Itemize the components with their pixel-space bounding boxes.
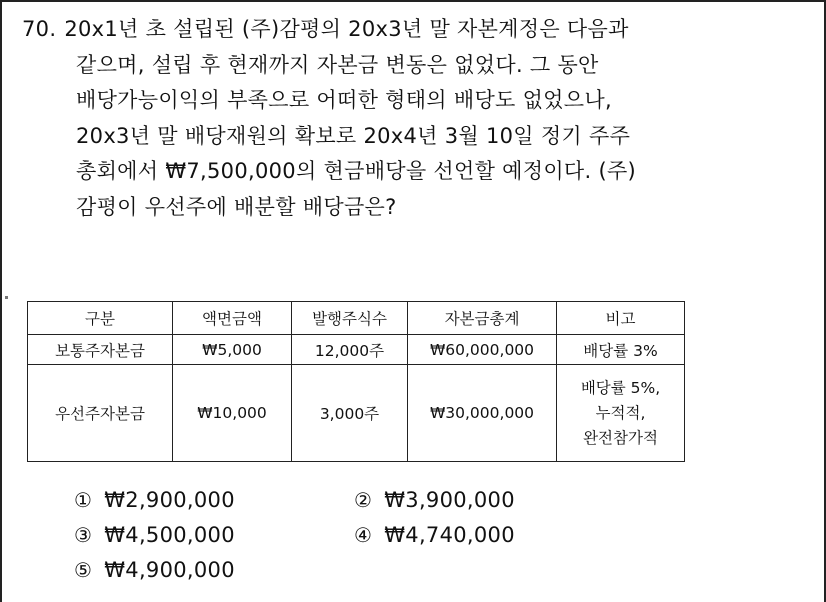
choice-2[interactable] xyxy=(354,483,515,518)
question-line: 감평이 우선주에 배분할 배당금은? xyxy=(76,194,397,219)
table-cell: 배당률 3% xyxy=(557,335,685,365)
table-cell: 우선주자본금 xyxy=(28,365,173,462)
choice-text: ₩3,900,000 xyxy=(384,488,515,512)
question-number: 70. xyxy=(22,17,57,41)
table-header-row xyxy=(28,302,685,335)
table-cell: ₩60,000,000 xyxy=(408,335,557,365)
table-header-cell: 발행주식수 xyxy=(292,302,408,335)
choice-mark: ④ xyxy=(354,523,373,547)
note-lines: 배당률 5%, 누적적, 완전참가적 xyxy=(580,378,661,447)
table-cell: 보통주자본금 xyxy=(28,335,173,365)
table-cell: 12,000주 xyxy=(292,335,408,365)
question-line: 총회에서 ₩7,500,000의 현금배당을 선언할 예정이다. (주) xyxy=(76,159,637,183)
question-line: 70. 20x1년 초 설립된 (주)감평의 20x3년 말 자본계정은 다음과 xyxy=(22,17,629,41)
table-header-cell: 비고 xyxy=(557,302,685,335)
table-header-cell: 구분 xyxy=(28,302,173,335)
choice-text: ₩4,740,000 xyxy=(384,523,515,547)
choice-text: ₩4,900,000 xyxy=(104,558,235,582)
choice-text: ₩2,900,000 xyxy=(104,488,235,512)
choice-3[interactable] xyxy=(74,518,235,553)
capital-table xyxy=(27,301,685,462)
table-cell: ₩30,000,000 xyxy=(408,365,557,462)
question-line: 배당가능이익의 부족으로 어떠한 형태의 배당도 없었으나, xyxy=(76,88,612,112)
choice-1[interactable] xyxy=(74,483,235,518)
question-text xyxy=(22,12,802,225)
table-cell: ₩5,000 xyxy=(173,335,292,365)
table-header-cell: 자본금총계 xyxy=(408,302,557,335)
choice-mark: ③ xyxy=(74,523,93,547)
stray-dot xyxy=(5,296,8,299)
table-row xyxy=(28,365,685,462)
question-line: 20x3년 말 배당재원의 확보로 20x4년 3월 10일 정기 주주 xyxy=(76,123,631,148)
choice-mark: ② xyxy=(354,488,373,512)
table-cell xyxy=(557,365,685,462)
choice-4[interactable] xyxy=(354,518,515,553)
table-row xyxy=(28,335,685,365)
choice-mark: ⑤ xyxy=(74,558,93,582)
table-header-cell: 액면금액 xyxy=(173,302,292,335)
choice-5[interactable] xyxy=(74,553,235,588)
table-cell: 3,000주 xyxy=(292,365,408,462)
table-cell: ₩10,000 xyxy=(173,365,292,462)
choice-mark: ① xyxy=(74,488,93,512)
question-line: 같으며, 설립 후 현재까지 자본금 변동은 없었다. 그 동안 xyxy=(76,52,599,77)
choice-text: ₩4,500,000 xyxy=(104,523,235,547)
